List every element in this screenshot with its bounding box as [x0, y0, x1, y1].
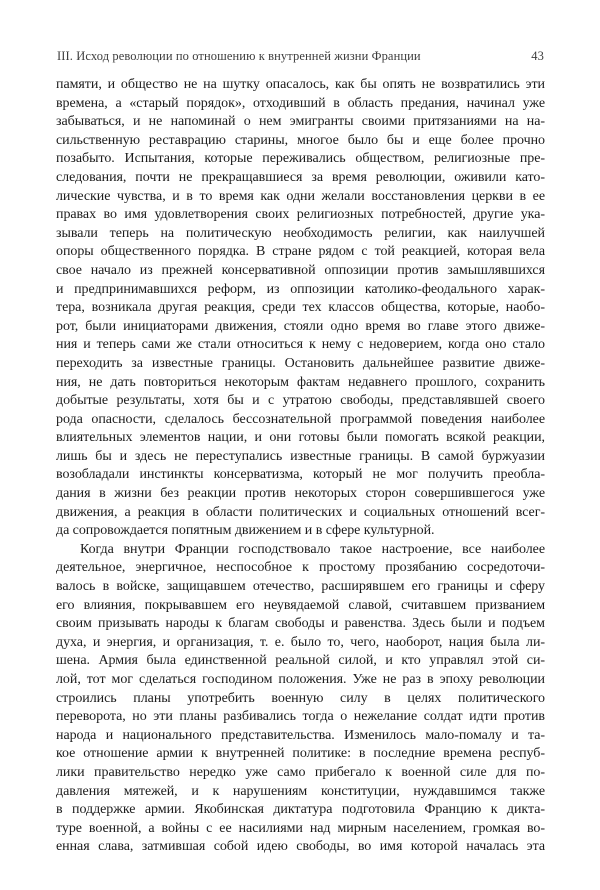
text-line: сильственную реставрацию старины, многое было бы и еще более прочно — [56, 132, 545, 148]
text-line: шена. Армия была единственной реальной силой, и кто управлял этой си- — [56, 653, 545, 669]
text-line: его влияния, покрывавшем его неувядаемой славой, считавшем призванием — [56, 597, 545, 613]
text-line: добытые результаты, хотя бы и с утратою свободы, представлявшей своего — [56, 393, 545, 409]
text-line: возобладали инстинкты консерватизма, который не мог получить преобла- — [56, 467, 545, 483]
text-line: да сопровождается попятным движением и в сфере культурной. — [56, 523, 435, 539]
text-line: енная слава, затмившая собой идею свободы, во имя которой началась эта — [56, 839, 545, 855]
text-line: деятельное, энергичное, неспособное к простому прозябанию сосредоточи- — [56, 560, 545, 576]
text-line: забываться, и не напоминай о нем эмигранты своими притязаниями на на- — [56, 114, 545, 130]
text-line: ния, не дать повториться некоторым фактам недавнего прошлого, сохранить — [56, 374, 545, 390]
text-line: следования, почти не прекращавшиеся за время революции, оживили като- — [56, 169, 545, 185]
page-number: 43 — [531, 49, 544, 63]
page-body — [56, 76, 545, 857]
text-line: валось в войске, защищавшем отечество, расширявшем его границы и сферу — [56, 579, 545, 595]
text-line: туре военной, а войны с ее насилиями над мирным населением, громкая во- — [56, 820, 545, 836]
text-line: давления мятежей, и к нарушениям конституции, нуждавшимся также — [56, 783, 545, 799]
running-title: III. Исход революции по отношению к внутренней жизни Франции — [57, 49, 421, 63]
text-line: народа и национального представительства. Изменилось мало-помалу и та- — [56, 727, 545, 743]
text-line: позабыто. Испытания, которые переживались обществом, религиозные пре- — [56, 151, 545, 167]
text-line: переворота, но эти планы разбивались тогда о нежелание солдат идти против — [56, 709, 545, 725]
text-line: в поддержке армии. Якобинская диктатура подготовила Францию к дикта- — [56, 802, 545, 818]
text-line: рода опасности, сделалось бессознательной программой поведения наиболее — [56, 411, 545, 427]
text-line: кое отношение армии к внутренней политике: в последние времена респуб- — [56, 746, 545, 762]
text-line: влиятельных элементов нации, и они готовы были помогать всякой реакции, — [56, 430, 545, 446]
text-line: духа, и энергия, и организация, т. е. было то, чего, наоборот, нация была ли- — [56, 634, 545, 650]
text-line: и предпринимавшихся реформ, из оппозиции католико-феодального харак- — [56, 281, 545, 297]
text-line: памяти, и общество не на шутку опасалось, как бы опять не возвратились эти — [56, 77, 545, 92]
text-line: дания в жизни без реакции против некоторых сторон совершившегося уже — [56, 486, 545, 502]
text-line: переходить за известные границы. Остановить дальнейшее развитие движе- — [56, 355, 545, 371]
text-line: лой, тот мог сделаться господином положения. Уже не раз в эпоху революции — [56, 672, 545, 687]
text-line: движения, а реакция в области политических и социальных отношений всег- — [56, 504, 545, 520]
text-line: опоры общественного порядка. В стране рядом с той реакцией, которая вела — [56, 244, 545, 260]
text-line: лики правительство нередко уже само прибегало к военной силе для по- — [56, 764, 545, 780]
text-line: лические чувства, и в то время как одни желали восстановления церкви в ее — [56, 188, 545, 204]
text-line: своим призывать народы к благам свободы и равенства. Здесь были и подъем — [56, 616, 545, 632]
page-header — [57, 49, 544, 64]
text-line: рот, были инициаторами движения, стояли одно время во главе этого движе- — [56, 318, 545, 334]
text-line: свое начало из прежней консервативной оппозиции против замышлявшихся — [56, 262, 545, 278]
text-line: строились планы употребить военную силу в целях политического — [56, 690, 545, 706]
text-line: тера, возникала другая реакция, среди тех классов общества, которые, наобо- — [56, 300, 545, 316]
text-line: лишь бы и здесь не переступались известные границы. В самой буржуазии — [56, 448, 545, 464]
text-line: правах во имя удовлетворения своих религиозных потребностей, другие ука- — [56, 207, 545, 223]
text-line: времена, а «старый порядок», отходивший в область предания, начинал уже — [56, 95, 545, 111]
text-line: Когда внутри Франции господствовало такое настроение, все наиболее — [80, 541, 545, 557]
text-line: ния и теперь сами же стали относиться к нему с недоверием, когда оно стало — [56, 337, 545, 353]
text-line: зывали теперь на политическую необходимость религии, как наилучшей — [56, 225, 545, 241]
